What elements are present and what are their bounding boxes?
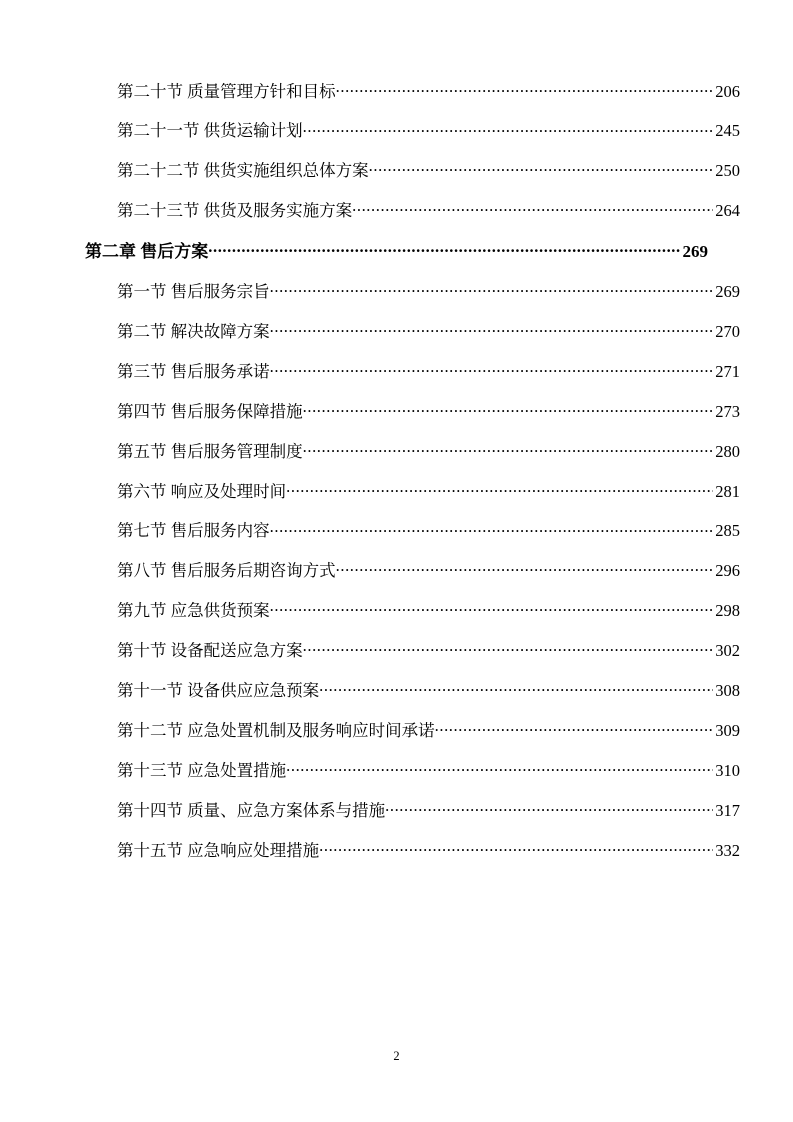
toc-entry-page: 285 xyxy=(715,521,740,541)
toc-leader-dots xyxy=(208,240,680,257)
toc-entry-page: 206 xyxy=(715,81,740,101)
toc-entry[interactable] xyxy=(85,80,740,101)
toc-leader-dots xyxy=(303,440,714,457)
toc-entry-title: 第二节 解决故障方案 xyxy=(117,321,270,341)
toc-entry[interactable] xyxy=(85,520,740,541)
toc-entry[interactable] xyxy=(85,719,740,740)
toc-entry-page: 280 xyxy=(715,441,740,461)
toc-entry-title: 第二十二节 供货实施组织总体方案 xyxy=(117,161,369,181)
toc-entry[interactable] xyxy=(85,360,740,381)
toc-entry-title: 第十节 设备配送应急方案 xyxy=(117,641,303,661)
toc-entry-title: 第十四节 质量、应急方案体系与措施 xyxy=(117,800,386,820)
toc-leader-dots xyxy=(352,200,713,217)
toc-entry[interactable] xyxy=(85,679,740,700)
toc-entry-page: 310 xyxy=(715,760,740,780)
toc-leader-dots xyxy=(303,120,714,137)
toc-entry[interactable] xyxy=(85,759,740,780)
toc-entry-page: 250 xyxy=(715,161,740,181)
toc-entry-page: 245 xyxy=(715,121,740,141)
toc-entry-title: 第十五节 应急响应处理措施 xyxy=(117,840,320,860)
toc-entry-page: 298 xyxy=(715,601,740,621)
toc-entry-title: 第七节 售后服务内容 xyxy=(117,521,270,541)
toc-entry-title: 第五节 售后服务管理制度 xyxy=(117,441,303,461)
toc-entry-title: 第三节 售后服务承诺 xyxy=(117,361,270,381)
toc-leader-dots xyxy=(369,160,714,177)
toc-leader-dots xyxy=(270,360,714,377)
toc-entry-title: 第九节 应急供货预案 xyxy=(117,601,270,621)
toc-entry-title: 第二十一节 供货运输计划 xyxy=(117,121,303,141)
toc-entry-page: 269 xyxy=(715,282,740,302)
toc-entry-title: 第一节 售后服务宗旨 xyxy=(117,282,270,302)
toc-entry[interactable] xyxy=(85,600,740,621)
toc-entry[interactable] xyxy=(85,281,740,302)
toc-leader-dots xyxy=(303,400,714,417)
toc-entry[interactable] xyxy=(85,320,740,341)
toc-entry[interactable] xyxy=(85,440,740,461)
toc-leader-dots xyxy=(319,839,713,856)
page-number-footer: 2 xyxy=(393,1049,400,1063)
toc-entry[interactable] xyxy=(85,160,740,181)
toc-entry-title: 第二十三节 供货及服务实施方案 xyxy=(117,201,353,221)
toc-entry[interactable] xyxy=(85,240,708,262)
toc-entry-page: 309 xyxy=(715,720,740,740)
toc-entry-page: 264 xyxy=(715,201,740,221)
toc-leader-dots xyxy=(286,759,713,776)
toc-entry-title: 第十二节 应急处置机制及服务响应时间承诺 xyxy=(117,720,435,740)
toc-entry-page: 271 xyxy=(715,361,740,381)
toc-leader-dots xyxy=(336,560,714,577)
toc-entry-title: 第二章 售后方案 xyxy=(85,241,209,261)
toc-entry-page: 332 xyxy=(715,840,740,860)
toc-leader-dots xyxy=(385,799,713,816)
toc-entry-page: 281 xyxy=(715,481,740,501)
toc-entry-page: 296 xyxy=(715,561,740,581)
toc-entry-title: 第四节 售后服务保障措施 xyxy=(117,401,303,421)
toc-leader-dots xyxy=(270,320,714,337)
toc-entry-title: 第六节 响应及处理时间 xyxy=(117,481,287,501)
table-of-contents xyxy=(85,80,740,860)
toc-entry[interactable] xyxy=(85,640,740,661)
toc-entry-title: 第十三节 应急处置措施 xyxy=(117,760,287,780)
toc-entry-title: 第八节 售后服务后期咨询方式 xyxy=(117,561,336,581)
toc-entry[interactable] xyxy=(85,120,740,141)
toc-leader-dots xyxy=(270,281,714,298)
toc-entry-page: 269 xyxy=(682,241,708,261)
toc-entry-page: 273 xyxy=(715,401,740,421)
toc-entry[interactable] xyxy=(85,560,740,581)
toc-entry-page: 302 xyxy=(715,641,740,661)
toc-leader-dots xyxy=(286,480,713,497)
toc-entry[interactable] xyxy=(85,480,740,501)
toc-entry-title: 第十一节 设备供应应急预案 xyxy=(117,680,320,700)
toc-entry-page: 317 xyxy=(715,800,740,820)
toc-entry[interactable] xyxy=(85,799,740,820)
toc-leader-dots xyxy=(435,719,714,736)
toc-entry[interactable] xyxy=(85,400,740,421)
toc-leader-dots xyxy=(270,520,714,537)
toc-leader-dots xyxy=(270,600,714,617)
toc-entry-page: 270 xyxy=(715,321,740,341)
toc-leader-dots xyxy=(303,640,714,657)
toc-leader-dots xyxy=(319,679,713,696)
toc-entry[interactable] xyxy=(85,839,740,860)
toc-entry-title: 第二十节 质量管理方针和目标 xyxy=(117,81,336,101)
toc-entry-page: 308 xyxy=(715,680,740,700)
toc-leader-dots xyxy=(336,80,714,97)
toc-entry[interactable] xyxy=(85,200,740,221)
